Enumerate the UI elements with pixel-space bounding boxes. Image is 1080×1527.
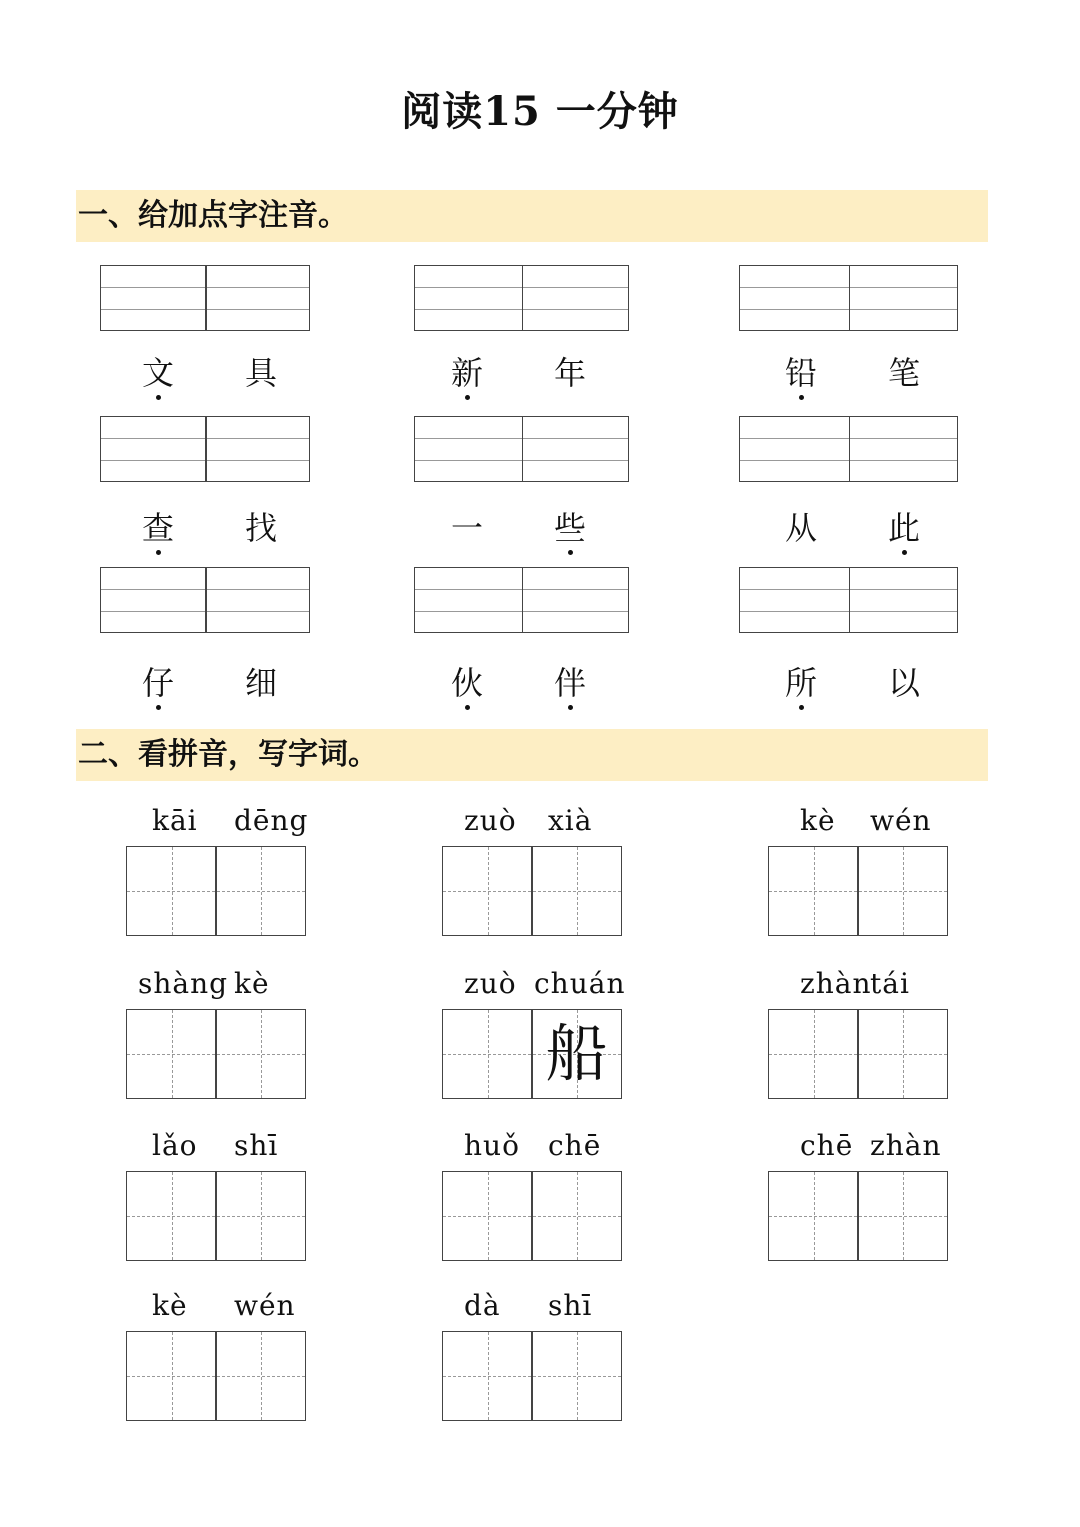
dotted-character: 仔 [128, 658, 188, 704]
pinyin-label: kè [800, 804, 836, 837]
pinyin-label: kè [152, 1289, 188, 1322]
pinyin-answer-box[interactable] [739, 265, 958, 331]
tianzige-writing-grid[interactable] [442, 1171, 622, 1261]
box-divider [849, 568, 851, 632]
box-divider [205, 266, 207, 330]
box-divider [849, 266, 851, 330]
character: 找 [244, 509, 277, 547]
box-divider [205, 568, 207, 632]
pinyin-label: chuán [534, 967, 626, 1000]
pinyin-label: huǒ [464, 1129, 520, 1162]
page-title: 阅读15 一分钟 [401, 88, 679, 135]
grid-guide-line [443, 891, 621, 892]
pinyin-label: chē [548, 1129, 602, 1162]
pinyin-answer-box[interactable] [100, 567, 310, 633]
tianzige-writing-grid[interactable] [126, 1171, 306, 1261]
dotted-character: 新 [437, 348, 497, 394]
character: 以 [887, 664, 920, 702]
pinyin-label: kè [234, 967, 270, 1000]
pinyin-answer-box[interactable] [414, 567, 629, 633]
grid-guide-line [769, 1054, 947, 1055]
character: 年 [553, 354, 586, 392]
pinyin-answer-box[interactable] [414, 265, 629, 331]
grid-guide-line [769, 891, 947, 892]
pinyin-answer-box[interactable] [739, 567, 958, 633]
pinyin-label: tái [870, 967, 910, 1000]
character: 笔 [887, 354, 920, 392]
pinyin-label: wén [234, 1289, 296, 1322]
grid-guide-line [127, 891, 305, 892]
tianzige-writing-grid[interactable] [126, 846, 306, 936]
box-divider [849, 417, 851, 481]
grid-guide-line [127, 1376, 305, 1377]
tianzige-writing-grid[interactable] [768, 846, 948, 936]
pinyin-label: lǎo [152, 1129, 198, 1162]
dotted-character: 伙 [437, 658, 497, 704]
character: 从 [784, 509, 817, 547]
dotted-character: 些 [540, 503, 600, 549]
tianzige-writing-grid[interactable] [442, 1331, 622, 1421]
dotted-character: 铅 [771, 348, 831, 394]
tianzige-writing-grid[interactable] [768, 1171, 948, 1261]
grid-guide-line [443, 1216, 621, 1217]
section-1-heading: 一、给加点字注音。 [76, 190, 988, 242]
pinyin-label: dà [464, 1289, 501, 1322]
pinyin-label: shàng [138, 967, 229, 1000]
pinyin-label: xià [548, 804, 593, 837]
pinyin-label: shī [548, 1289, 593, 1322]
grid-guide-line [769, 1216, 947, 1217]
pinyin-answer-box[interactable] [100, 416, 310, 482]
dotted-character: 伴 [540, 658, 600, 704]
pinyin-answer-box[interactable] [739, 416, 958, 482]
box-divider [205, 417, 207, 481]
pinyin-label: zuò [464, 804, 517, 837]
section-2-heading: 二、看拼音，写字词。 [76, 729, 988, 781]
box-divider [522, 266, 524, 330]
character: 一 [450, 509, 483, 547]
tianzige-writing-grid[interactable] [126, 1009, 306, 1099]
pinyin-answer-box[interactable] [414, 416, 629, 482]
dotted-character: 文 [128, 348, 188, 394]
filled-character: 船 [545, 1017, 608, 1090]
pinyin-label: zhàn [800, 967, 872, 1000]
grid-guide-line [443, 1376, 621, 1377]
pinyin-answer-box[interactable] [100, 265, 310, 331]
pinyin-label: chē [800, 1129, 854, 1162]
character: 具 [244, 354, 277, 392]
tianzige-writing-grid[interactable] [126, 1331, 306, 1421]
pinyin-label: zuò [464, 967, 517, 1000]
pinyin-label: wén [870, 804, 932, 837]
pinyin-label: dēng [234, 804, 309, 837]
dotted-character: 此 [874, 503, 934, 549]
box-divider [522, 568, 524, 632]
dotted-character: 查 [128, 503, 188, 549]
character: 细 [244, 664, 277, 702]
tianzige-writing-grid[interactable] [768, 1009, 948, 1099]
grid-guide-line [127, 1216, 305, 1217]
grid-guide-line [127, 1054, 305, 1055]
pinyin-label: zhàn [870, 1129, 942, 1162]
tianzige-writing-grid[interactable] [442, 1009, 622, 1099]
dotted-character: 所 [771, 658, 831, 704]
tianzige-writing-grid[interactable] [442, 846, 622, 936]
box-divider [522, 417, 524, 481]
pinyin-label: kāi [152, 804, 198, 837]
pinyin-label: shī [234, 1129, 279, 1162]
